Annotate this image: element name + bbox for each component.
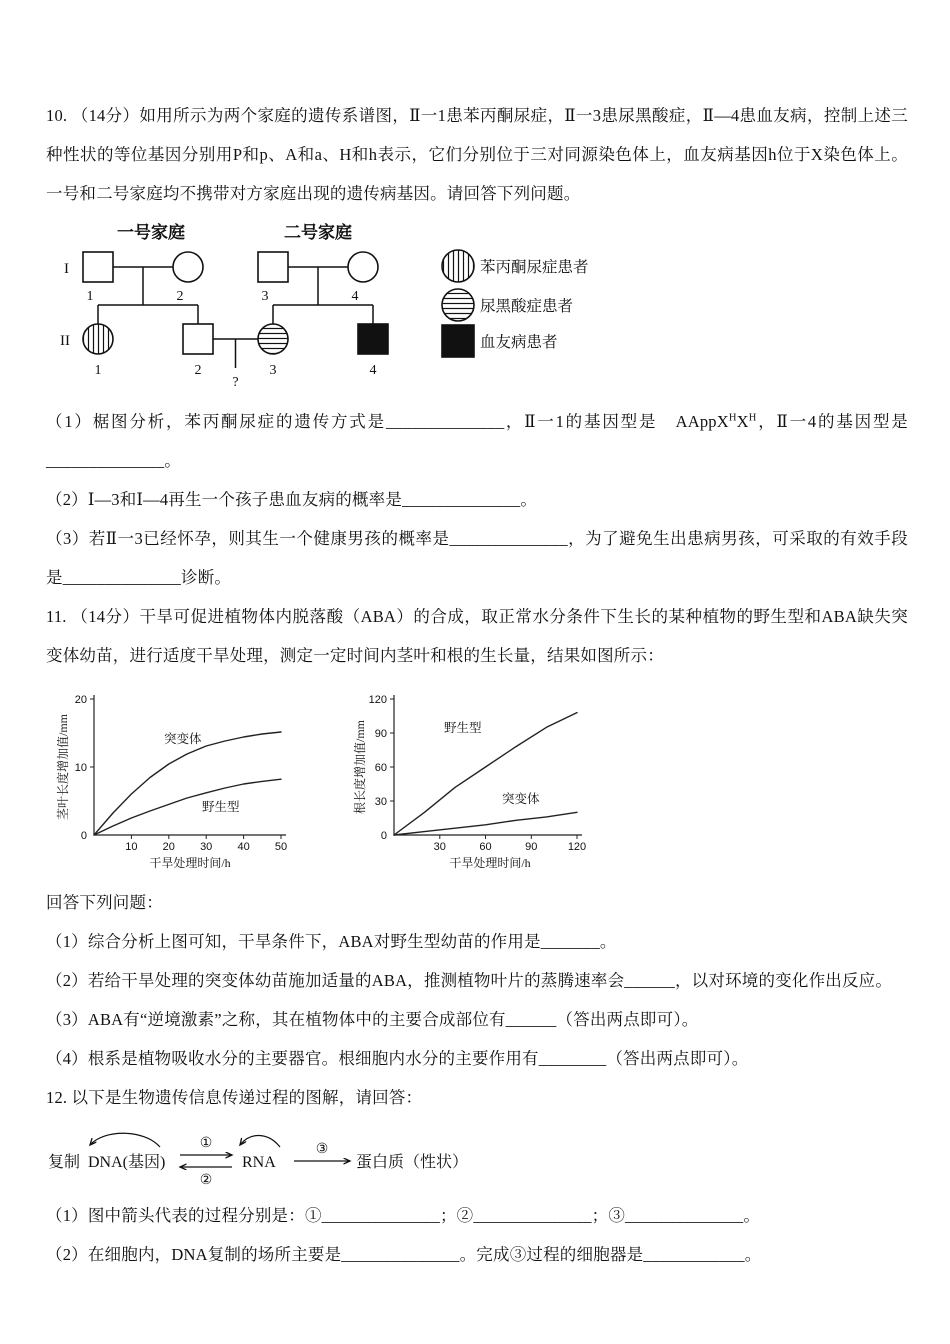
chart1-origin-label: 0 bbox=[80, 830, 87, 842]
chart1-xtick-40: 40 bbox=[237, 841, 250, 853]
chart1-ticks bbox=[90, 699, 281, 839]
q11-prompt: 回答下列问题： bbox=[46, 893, 163, 912]
chart2-mutant-curve bbox=[394, 812, 577, 835]
gen2-number-3: 3 bbox=[269, 363, 277, 378]
gen1-number-2: 2 bbox=[176, 289, 184, 304]
gen2-number-1: 1 bbox=[94, 363, 102, 378]
q12-stem: 12. 以下是生物遗传信息传递过程的图解，请回答： bbox=[46, 1088, 423, 1107]
legend-phenylketonuria-label: 苯丙酮尿症患者 bbox=[480, 259, 589, 276]
chart1-xaxis-label: 干旱处理时间/h bbox=[149, 856, 231, 870]
chart1-xtick-50: 50 bbox=[274, 841, 288, 853]
chart1-wildtype-label: 野生型 bbox=[202, 800, 240, 814]
chart1-mutant-label: 突变体 bbox=[164, 732, 202, 746]
chart1-yaxis-label: 茎叶长度增加值/mm bbox=[56, 713, 70, 821]
q11-sub4: （4）根系是植物吸收水分的主要器官。根细胞内水分的主要作用有________（答出两点即可）。 bbox=[46, 1049, 749, 1068]
q10-sub1-sup2: H bbox=[748, 412, 757, 424]
arrow3-number: ③ bbox=[315, 1142, 329, 1157]
pedigree-diagram bbox=[56, 221, 908, 398]
unknown-child-mark: ? bbox=[232, 375, 239, 390]
chart2-ytick-30: 30 bbox=[374, 796, 387, 808]
q10-sub3: （3）若Ⅱ一3已经怀孕，则其生一个健康男孩的概率是______________，为了避免生出患病男孩，可采取的有效手段是______________诊断。 bbox=[46, 529, 908, 587]
legend-alkaptonuria-label: 尿黑酸症患者 bbox=[480, 298, 574, 315]
family2-label: 二号家庭 bbox=[284, 223, 352, 242]
family1-label: 一号家庭 bbox=[117, 223, 185, 242]
individual-I2-female bbox=[173, 252, 203, 282]
chart2-ytick-120: 120 bbox=[368, 694, 387, 706]
gen2-number-2: 2 bbox=[194, 363, 202, 378]
chart1-axes bbox=[94, 695, 286, 835]
central-dogma-svg bbox=[48, 1125, 498, 1189]
chart1-mutant-curve bbox=[94, 732, 281, 835]
chart2-xaxis-label: 干旱处理时间/h bbox=[449, 856, 531, 870]
pedigree-legend bbox=[442, 250, 589, 357]
root-growth-chart bbox=[352, 687, 602, 877]
replicate-label: 复制 bbox=[48, 1154, 81, 1171]
chart2-yaxis-label: 根长度增加值/mm bbox=[353, 719, 367, 815]
gen1-number-3: 3 bbox=[261, 289, 269, 304]
q10-stem: 10. （14分）如用所示为两个家庭的遗传系谱图，Ⅱ一1患苯丙酮尿症，Ⅱ一3患尿黑酸症，Ⅱ—4患血友病，控制上述三种性状的等位基因分别用P和p、A和a、H和h表示，它们分别位于三对同源染色体上，血友病基因h位于X染色体上。一号和二号家庭均不携带对方家庭出现的遗传病基因。请回答下列问题。 bbox=[46, 106, 908, 203]
legend-phenylketonuria-icon bbox=[442, 250, 474, 282]
q10-sub1-pre: （1）椐图分析，苯丙酮尿症的遗传方式是______________，Ⅱ一1的基因型是 AAppX bbox=[46, 412, 729, 431]
chart2-ytick-60: 60 bbox=[374, 762, 387, 774]
chart2-wildtype-label: 野生型 bbox=[444, 721, 482, 735]
chart2-xtick-60: 60 bbox=[479, 841, 492, 853]
q10-sub1-post: ，Ⅱ一4的基因型是______________。 bbox=[46, 412, 909, 470]
q10-sub1-mid: X bbox=[736, 412, 749, 431]
individual-I3-male bbox=[258, 252, 288, 282]
q11-sub3: （3）ABA有“逆境激素”之称，其在植物体中的主要合成部位有______（答出两点即可）。 bbox=[46, 1010, 699, 1029]
chart2-xtick-30: 30 bbox=[433, 841, 446, 853]
chart2-ytick-90: 90 bbox=[374, 728, 387, 740]
generation-2-label: II bbox=[60, 333, 70, 349]
q11-sub1: （1）综合分析上图可知，干旱条件下，ABA对野生型幼苗的作用是_______。 bbox=[46, 932, 617, 951]
dna-label: DNA(基因) bbox=[88, 1154, 166, 1171]
q12-sub2: （2）在细胞内，DNA复制的场所主要是______________。完成③过程的细胞器是____________。 bbox=[46, 1245, 762, 1264]
dna-self-replication-arrow bbox=[90, 1133, 160, 1147]
chart1-xtick-30: 30 bbox=[200, 841, 213, 853]
individual-II4-male-hemophilia bbox=[358, 324, 388, 354]
individual-II2-male bbox=[183, 324, 213, 354]
individual-I1-male bbox=[83, 252, 113, 282]
chart1-ytick-10: 10 bbox=[74, 762, 87, 774]
pedigree-svg bbox=[56, 221, 616, 393]
growth-charts bbox=[56, 687, 908, 877]
gen2-number-4: 4 bbox=[369, 363, 377, 378]
rna-self-replication-arrow bbox=[240, 1135, 280, 1147]
q10-sub2: （2）Ⅰ—3和Ⅰ—4再生一个孩子患血友病的概率是______________。 bbox=[46, 490, 538, 509]
chart1-xtick-20: 20 bbox=[162, 841, 175, 853]
pedigree-connector-lines bbox=[98, 267, 373, 368]
chart1-xtick-10: 10 bbox=[125, 841, 138, 853]
protein-label: 蛋白质（性状） bbox=[356, 1154, 469, 1171]
rna-label: RNA bbox=[242, 1154, 276, 1171]
chart1-wildtype-curve bbox=[94, 779, 281, 835]
chart2-origin-label: 0 bbox=[380, 830, 387, 842]
legend-hemophilia-label: 血友病患者 bbox=[480, 334, 558, 351]
chart1-ytick-20: 20 bbox=[74, 694, 87, 706]
arrow1-number: ① bbox=[199, 1136, 213, 1151]
stem-leaf-growth-chart bbox=[56, 687, 306, 877]
chart2-mutant-label: 突变体 bbox=[502, 792, 540, 806]
gen1-number-4: 4 bbox=[351, 289, 359, 304]
q10-sub1-sup1: H bbox=[728, 412, 737, 424]
gen1-number-1: 1 bbox=[86, 289, 94, 304]
individual-I4-female bbox=[348, 252, 378, 282]
generation-1-label: I bbox=[64, 261, 69, 277]
q12-sub1: （1）图中箭头代表的过程分别是：①______________；②______________；③______________。 bbox=[46, 1206, 761, 1225]
legend-alkaptonuria-icon bbox=[442, 289, 474, 321]
chart2-xtick-90: 90 bbox=[525, 841, 538, 853]
arrow2-number: ② bbox=[199, 1173, 213, 1188]
legend-hemophilia-icon bbox=[442, 325, 474, 357]
q11-stem: 11. （14分）干旱可促进植物体内脱落酸（ABA）的合成，取正常水分条件下生长的某种植物的野生型和ABA缺失突变体幼苗，进行适度干旱处理，测定一定时间内茎叶和根的生长量，结果如图所示： bbox=[46, 607, 908, 665]
chart2-xtick-120: 120 bbox=[567, 841, 587, 853]
individual-II1-female-phenylketonuria bbox=[83, 324, 113, 354]
q11-sub2: （2）若给干旱处理的突变体幼苗施加适量的ABA，推测植物叶片的蒸腾速率会______，以对环境的变化作出反应。 bbox=[46, 971, 893, 990]
q10-sub1 bbox=[46, 402, 908, 480]
individual-II3-female-alkaptonuria bbox=[258, 324, 288, 354]
central-dogma-diagram bbox=[48, 1125, 908, 1194]
